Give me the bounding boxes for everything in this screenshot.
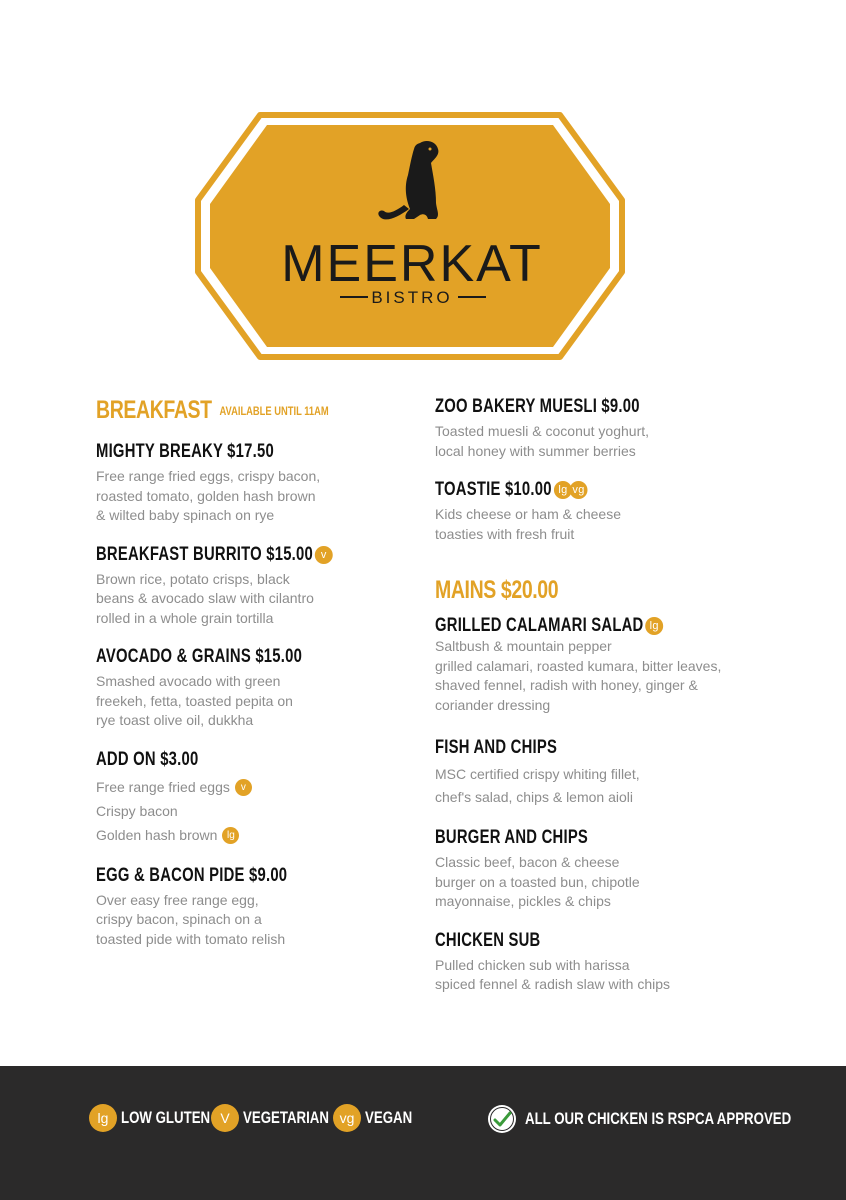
item-desc-line: Over easy free range egg, [96,891,259,908]
menu-item-grilled-calamari-salad [435,615,765,715]
item-desc-line: local honey with summer berries [435,442,636,459]
item-title: AVOCADO & GRAINS $15.00 [96,646,303,667]
item-title-row [435,479,692,501]
item-title: ZOO BAKERY MUESLI $9.00 [435,396,640,417]
low-gluten-badge-icon: lg [645,617,663,635]
item-title: CHICKEN SUB [435,929,541,951]
breakfast-title: BREAKFAST [96,396,212,424]
item-desc-line: MSC certified crispy whiting fillet, [435,766,640,782]
right-column [435,396,765,1013]
item-desc-line: & wilted baby spinach on rye [96,507,275,523]
item-desc-line: Saltbush & mountain pepper [435,638,612,654]
item-title: BREAKFAST BURRITO $15.00 [96,543,313,565]
addon-line [96,799,396,823]
vegetarian-badge-icon: v [235,779,252,796]
rspca-check-icon [487,1104,517,1134]
brand-subtitle: BISTRO [371,288,453,307]
item-desc-line: toasties with fresh fruit [435,525,575,542]
item-title-row [435,615,692,637]
item-desc-line: mayonnaise, pickles & chips [435,893,611,909]
item-title: ADD ON $3.00 [96,748,199,770]
legend-label: VEGETARIAN [243,1108,329,1127]
meerkat-bistro-logo [190,105,630,367]
menu-item-add-on [96,749,396,847]
brand-name: MEERKAT [281,235,543,293]
vegetarian-badge-icon: V [211,1104,239,1132]
item-title: MIGHTY BREAKY $17.50 [96,441,274,462]
item-title: EGG & BACON PIDE $9.00 [96,864,288,886]
item-desc-line: roasted tomato, golden hash brown [96,487,316,504]
item-title: GRILLED CALAMARI SALAD [435,615,644,636]
breakfast-column [96,396,396,967]
legend-vegetarian [211,1104,353,1132]
addon-text: Crispy bacon [96,802,178,819]
addon-line [96,775,396,799]
item-desc-line: coriander dressing [435,696,551,713]
addon-text: Golden hash brown [96,826,218,843]
item-desc-line: beans & avocado slaw with cilantro [96,590,314,606]
breakfast-heading [96,396,330,425]
breakfast-note: AVAILABLE UNTIL 11AM [219,404,329,418]
item-desc-line: crispy bacon, spinach on a [96,911,262,927]
legend-rspca [487,1104,846,1134]
vegan-badge-icon: vg [569,481,587,499]
menu-item-burger-and-chips [435,827,765,912]
vegan-badge-icon: vg [333,1104,361,1132]
item-desc-line: grilled calamari, roasted kumara, bitter leaves, [435,657,722,674]
item-desc-line: chef's salad, chips & lemon aioli [435,789,633,805]
item-desc-line: freekeh, fetta, toasted pepita on [96,692,293,709]
legend-label: LOW GLUTEN [121,1108,211,1127]
low-gluten-badge-icon: lg [89,1104,117,1132]
menu-item-mighty-breaky [96,441,396,526]
menu-item-chicken-sub [435,930,765,995]
item-desc-line: rolled in a whole grain tortilla [96,609,274,626]
menu-item-egg-bacon-pide [96,865,396,950]
mains-title: MAINS $20.00 [435,576,559,604]
addon-text: Free range fried eggs [96,778,230,795]
legend-label: VEGAN [365,1108,413,1127]
menu-item-avocado-grains [96,646,396,731]
item-desc-line: rye toast olive oil, dukkha [96,712,254,728]
item-desc-line: shaved fennel, radish with honey, ginger & [435,677,698,693]
item-desc-line: Brown rice, potato crisps, black [96,570,290,587]
item-desc-line: Free range fried eggs, crispy bacon, [96,468,321,484]
addon-line [96,823,396,847]
menu-item-toastie [435,479,765,544]
low-gluten-badge-icon: lg [222,827,239,844]
legend-vegan [333,1104,425,1132]
item-desc-line: burger on a toasted bun, chipotle [435,873,640,890]
menu-item-breakfast-burrito [96,544,396,629]
item-desc-line: Toasted muesli & coconut yoghurt, [435,423,650,439]
item-title: FISH AND CHIPS [435,737,558,758]
menu-item-zoo-bakery-muesli [435,396,765,461]
item-desc-line: spiced fennel & radish slaw with chips [435,976,671,992]
item-desc-line: Pulled chicken sub with harissa [435,956,630,973]
item-title-row [96,544,330,566]
item-desc-line: toasted pide with tomato relish [96,930,286,947]
menu-item-fish-and-chips [435,737,765,809]
low-gluten-badge-icon: lg [554,481,572,499]
item-title: BURGER AND CHIPS [435,827,589,848]
item-desc-line: Classic beef, bacon & cheese [435,854,620,870]
item-title: TOASTIE $10.00 [435,479,552,500]
rspca-label: ALL OUR CHICKEN IS RSPCA APPROVED [525,1109,792,1128]
item-desc-line: Smashed avocado with green [96,673,281,689]
vegetarian-badge-icon: v [315,546,333,564]
item-desc-line: Kids cheese or ham & cheese [435,506,621,522]
